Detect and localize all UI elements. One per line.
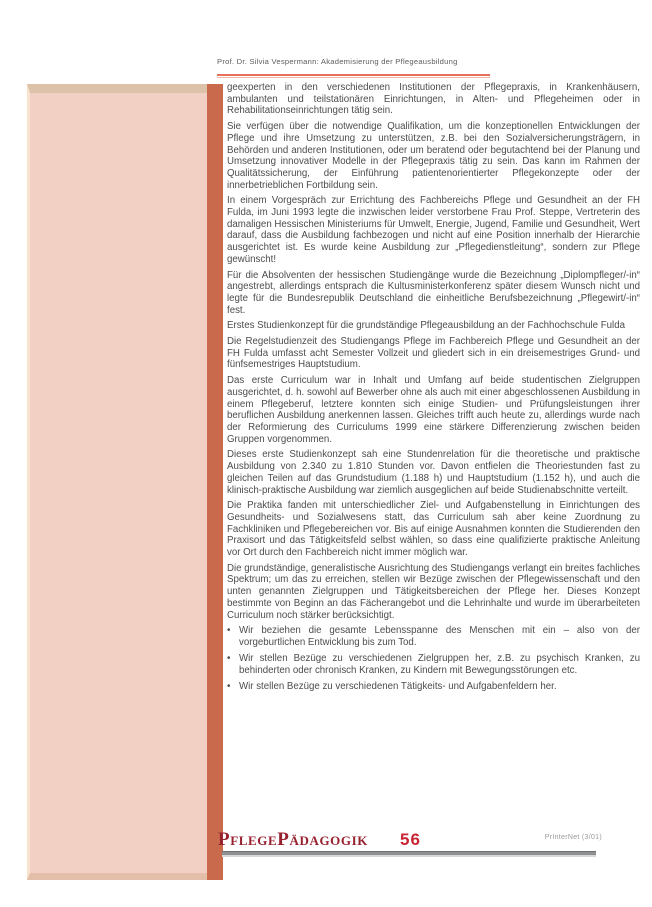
body-paragraph: Sie verfügen über die notwendige Qualifikation, um die konzeptionellen Entwicklungen der Pflege und ihre Umsetzung zu unterstützen, z.B. bei den Sozialversicherungsträgern, in Behörden und anderen Institutionen, oder um beratend oder begutachtend bei der Planung und Umsetzung innovativer Modelle in der Pflegepraxis tätig zu sein. Das kann im Rahmen der Qualitätssicherung, der Einführung patientenorientierter Pflegekonzepte oder der innerbetrieblichen Fortbildung sein. [227,121,640,191]
bullet-text: Wir beziehen die gesamte Lebensspanne des Menschen mit ein – also von der vorgeburtlichen Entwicklung bis zum Tod. [239,625,640,648]
body-paragraph: geexperten in den verschiedenen Institutionen der Pflegepraxis, in Krankenhäusern, ambulanten und teilstationären Einrichtungen, in Alten- und Pflegeheimen oder in Rehabilitationseinrichtungen tätig sein. [227,82,640,117]
bullet-text: Wir stellen Bezüge zu verschiedenen Zielgruppen her, z.B. zu psychisch Kranken, zu behinderten oder chronisch Kranken, zu Kindern mit Bewegungsstörungen etc. [239,653,640,676]
bullet-icon: • [227,681,231,693]
journal-reference: PrInterNet (3/01) [544,834,602,841]
section-subheading: Erstes Studienkonzept für die grundständige Pflegeausbildung an der Fachhochschule Fulda [227,320,625,332]
body-paragraph: Das erste Curriculum war in Inhalt und Umfang auf beide studentischen Zielgruppen ausgerichtet, d. h. sowohl auf Bewerber ohne als auch mit einer abgeschlossenen Ausbildung in einem Pflegeberuf, letztere konnten sich einige Studien- und Prüfungsleistungen ihrer beruflichen Ausbildung anerkennen lassen. Gleiches trifft auch heute zu, allerdings wurde nach der Reformierung des Curriculums 1999 eine stärkere Differenzierung zwischen beiden Gruppen vorgenommen. [227,375,640,445]
bullet-item [227,625,640,648]
article-body [227,82,640,697]
bullet-item [227,681,640,693]
header-underline [217,74,490,76]
bullet-icon: • [227,625,231,637]
bullet-icon: • [227,653,231,665]
bullet-item [227,653,640,676]
body-paragraph: Dieses erste Studienkonzept sah eine Stundenrelation für die theoretische und praktische Ausbildung von 2.340 zu 1.810 Stunden vor. Davon entfielen die Theoriestunden fast zu gleichen Teilen auf das Grundstudium (1.188 h) und Hauptstudium (1.152 h), und auch die klinisch-praktische Ausbildung war ziemlich ausgeglichen auf beide Studienabschnitte verteilt. [227,449,640,496]
bullet-text: Wir stellen Bezüge zu verschiedenen Tätigkeits- und Aufgabenfeldern her. [239,681,557,693]
footer-rule [222,851,596,857]
header-underline-shadow [217,77,490,78]
section-title: PflegePädagogik [218,829,368,850]
body-paragraph: Die Praktika fanden mit unterschiedlicher Ziel- und Aufgabenstellung in Einrichtungen des Gesundheits- und Sozialwesens statt, das Curriculum sah aber keine Zuordnung zu Fachkliniken und Pflegebereichen vor. Bis auf einige Ausnahmen konnten die Studierenden den Praxisort und das Tätigkeitsfeld selbst wählen, so dass eine qualifizierte praktische Anleitung vor Ort durch den Fachbereich nicht immer möglich war. [227,500,640,559]
body-paragraph: Für die Absolventen der hessischen Studiengänge wurde die Bezeichnung „Diplompfleger/-in“ angestrebt, allerdings entsprach die Kultusministerkonferenz später diesem Wunsch nicht und legte für die Bundesrepublik Deutschland die einheitliche Berufsbezeichnung „Pflegewirt/-in“ fest. [227,269,640,316]
page-number: 56 [400,830,421,849]
bullet-list [227,625,640,693]
margin-decoration-block [27,84,207,880]
running-header: Prof. Dr. Silvia Vespermann: Akademisierung der Pflegeausbildung [217,57,458,66]
body-paragraph: Die Regelstudienzeit des Studiengangs Pflege im Fachbereich Pflege und Gesundheit an der FH Fulda umfasst acht Semester Vollzeit und gliedert sich in ein dreisemestriges Grund- und fünfsemestriges Hauptstudium. [227,336,640,371]
body-paragraph: Die grundständige, generalistische Ausrichtung des Studiengangs verlangt ein breites fachliches Spektrum; um das zu erreichen, stellen wir Bezüge zwischen der Pflegewissenschaft und den unten genannten Zielgruppen und Tätigkeitsbereichen der Pflege her. Dieses Konzept bestimmte von Beginn an das Fächerangebot und die Lehrinhalte und wurde im überarbeiteten Curriculum noch stärker berücksichtigt. [227,562,640,621]
body-paragraph: In einem Vorgespräch zur Errichtung des Fachbereichs Pflege und Gesundheit an der FH Fulda, im Juni 1993 legte die inzwischen leider verstorbene Frau Prof. Steppe, Vertreterin des damaligen Hessischen Ministeriums für Umwelt, Energie, Jugend, Familie und Gesundheit, Wert darauf, dass die Ausbildung fachbezogen und nicht auf eine Position innerhalb der Hierarchie ausgerichtet ist. Es wurde keine Ausbildung zur „Pflegedienstleitung“, sondern zur Pflege gewünscht! [227,195,640,265]
margin-accent-bar [207,84,223,880]
